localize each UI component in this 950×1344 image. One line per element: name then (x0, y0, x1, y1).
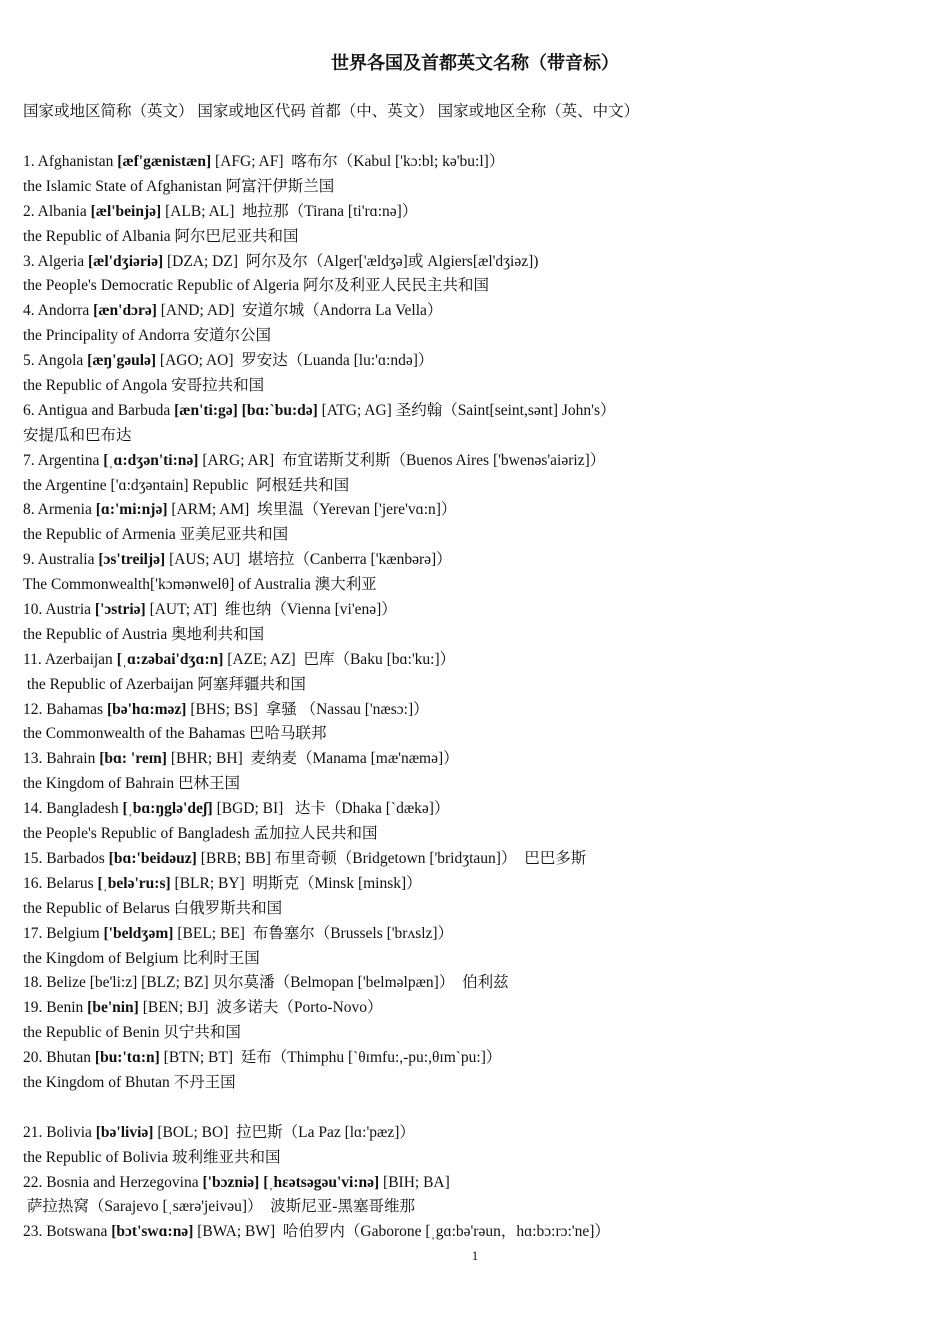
entry-full-name: the Principality of Andorra 安道尔公国 (23, 327, 271, 345)
entry-line (23, 150, 933, 175)
entry-phonetic: [ɔs'treiljə] (98, 551, 166, 569)
entry-line (23, 747, 933, 772)
entry-name: 14. Bangladesh (23, 800, 123, 818)
entry-line (23, 548, 933, 573)
entry-code-capital: [AFG; AF] 喀布尔（Kabul ['kɔ:bl; kə'bu:l]） (211, 153, 505, 170)
entry-name: 1. Afghanistan (23, 153, 118, 170)
entry-full-name: the Kingdom of Bahrain 巴林王国 (23, 775, 240, 793)
entry-code-capital: [ARM; AM] 埃里温（Yerevan ['jere'vɑ:n]） (167, 501, 457, 519)
entry-name: 20. Bhutan (23, 1049, 95, 1067)
entry-phonetic: [be'nin] (87, 999, 139, 1017)
entry-line (23, 847, 933, 872)
entry-name: 16. Belarus (23, 874, 98, 892)
entry-phonetic: [bɔt'swɑ:nə] (111, 1223, 194, 1241)
entry-name: 5. Angola (23, 352, 88, 370)
entry-full-name: the Republic of Bolivia 玻利维亚共和国 (23, 1148, 281, 1166)
entry-phonetic: ['beldʒəm] (103, 924, 174, 942)
entry-code-capital: [ALB; AL] 地拉那（Tirana [ti'rɑ:nə]） (161, 202, 418, 220)
entry-phonetic: [æŋ'gəulə] (87, 352, 157, 370)
entry-phonetic: ['bɔzniə] [ˌhεətsəgəu'vi:nə] (202, 1173, 380, 1191)
entry-phonetic: [æf'gænistæn] (117, 153, 212, 170)
entry-code-capital: [BWA; BW] 哈伯罗内（Gaborone [ˌgɑ:bə'rəun，hɑ:bɔ:rɔ:'ne]） (193, 1223, 610, 1241)
entry-full-name: the Kingdom of Belgium 比利时王国 (23, 949, 260, 967)
entry-name: 22. Bosnia and Herzegovina (23, 1173, 203, 1191)
column-header-line: 国家或地区简称（英文） 国家或地区代码 首都（中、英文） 国家或地区全称（英、中文） (23, 103, 640, 120)
entry-phonetic: [ˌbelə'ru:s] (97, 874, 171, 892)
entry-line (23, 399, 933, 424)
entry-full-name: the Republic of Armenia 亚美尼亚共和国 (23, 526, 289, 544)
entry-line (23, 349, 933, 374)
entry-phonetic: [æn'dɔrə] (93, 302, 157, 320)
entry-full-name: the Kingdom of Bhutan 不丹王国 (23, 1073, 236, 1091)
entry-phonetic: [æl'dʒiəriə] (88, 252, 164, 270)
entry-code-capital: [BEL; BE] 布鲁塞尔（Brussels ['brʌslz]） (173, 924, 454, 942)
entry-full-name: the People's Democratic Republic of Algeria 阿尔及利亚人民民主共和国 (23, 277, 489, 295)
entry-name: 12. Bahamas (23, 700, 107, 718)
entry-name: 3. Algeria (23, 252, 88, 270)
entry-line (23, 1171, 933, 1196)
entry-full-name: the Republic of Azerbaijan 阿塞拜疆共和国 (23, 675, 306, 693)
entry-code-capital: [BHS; BS] 拿骚 （Nassau ['næsɔ:]） (186, 700, 429, 718)
entry-full-name: the Republic of Angola 安哥拉共和国 (23, 377, 265, 395)
entry-code-capital: [BEN; BJ] 波多诺夫（Porto-Novo） (138, 999, 383, 1017)
entry-phonetic: [ˌbɑ:ŋglə'deʃ] (122, 800, 213, 818)
entry-full-name: the Argentine ['ɑ:dʒəntain] Republic 阿根廷共和国 (23, 476, 350, 494)
entry-code-capital: [AGO; AO] 罗安达（Luanda [lu:'ɑ:ndə]） (156, 352, 434, 370)
entry-code-capital: [AUS; AU] 堪培拉（Canberra ['kænbərə]） (165, 551, 452, 569)
entry-full-name: 萨拉热窝（Sarajevo [ˌsærə'jeivəu]） 波斯尼亚-黑塞哥维那 (23, 1198, 415, 1216)
entry-line (23, 299, 933, 324)
entry-name: 4. Andorra (23, 302, 94, 320)
entry-name: 11. Azerbaijan (23, 650, 117, 668)
entry-code-capital: [BTN; BT] 廷布（Thimphu [`θɪmfu:,-pu:,θɪm`pu:]） (159, 1049, 502, 1067)
entry-phonetic: ['ɔstriə] (94, 601, 146, 619)
entry-full-name: The Commonwealth['kɔmənwelθ] of Australia 澳大利亚 (23, 576, 377, 594)
entry-name: 23. Botswana (23, 1223, 112, 1241)
entry-name: 19. Benin (23, 999, 88, 1017)
entry-full-name: the Republic of Benin 贝宁共和国 (23, 1024, 241, 1042)
country-list (23, 150, 933, 1245)
entry-full-name: the Republic of Austria 奥地利共和国 (23, 625, 265, 643)
entry-code-capital: [AND; AD] 安道尔城（Andorra La Vella） (156, 302, 443, 320)
entry-name: 10. Austria (23, 601, 95, 619)
entry-code-capital: [AUT; AT] 维也纳（Vienna [vi'enə]） (145, 601, 397, 619)
entry-phonetic: [bɑ: 'reɪn] (99, 750, 167, 768)
entry-name: 21. Bolivia (23, 1123, 96, 1141)
entry-full-name: 安提瓜和巴布达 (23, 426, 132, 444)
entry-name: 7. Argentina (23, 451, 104, 469)
entry-line (23, 996, 933, 1021)
entry-line (23, 598, 933, 623)
entry-line (23, 1121, 933, 1146)
entry-line (23, 971, 933, 996)
entry-name: 18. Belize [be'li:z] [BLZ; BZ] 贝尔莫潘（Belmopan ['belməlpæn]） 伯利兹 (23, 974, 509, 992)
entry-full-name: the People's Republic of Bangladesh 孟加拉人民共和国 (23, 825, 378, 843)
entry-phonetic: [ɑ:'mi:njə] (95, 501, 168, 519)
entry-name: 9. Australia (23, 551, 99, 569)
page-number: 1 (471, 1248, 479, 1263)
entry-line (23, 1220, 933, 1245)
entry-code-capital: [DZA; DZ] 阿尔及尔（Alger['ældʒə]或 Algiers[æl'dʒiəz]) (163, 252, 539, 270)
entry-line (23, 872, 933, 897)
entry-code-capital: [BOL; BO] 拉巴斯（La Paz [lɑ:'pæz]） (153, 1123, 415, 1141)
entry-code-capital: [BRB; BB] 布里奇顿（Bridgetown ['bridʒtaun]） 巴巴多斯 (196, 849, 587, 867)
entry-full-name: the Commonwealth of the Bahamas 巴哈马联邦 (23, 725, 327, 743)
entry-line (23, 200, 933, 225)
entry-phonetic: [bɑ:'beidəuz] (108, 849, 197, 867)
entry-full-name: the Islamic State of Afghanistan 阿富汗伊斯兰国 (23, 177, 335, 195)
entry-name: 6. Antigua and Barbuda (23, 401, 175, 419)
entry-full-name: the Republic of Albania 阿尔巴尼亚共和国 (23, 227, 299, 245)
entry-code-capital: [ARG; AR] 布宜诺斯艾利斯（Buenos Aires ['bwenəs'aiəriz]） (198, 451, 606, 469)
entry-phonetic: [bu:'tɑ:n] (94, 1049, 160, 1067)
entry-line (23, 922, 933, 947)
entry-line (23, 648, 933, 673)
entry-name: 17. Belgium (23, 924, 104, 942)
entry-name: 15. Barbados (23, 849, 109, 867)
entry-code-capital: [BLR; BY] 明斯克（Minsk [minsk]） (170, 874, 422, 892)
entry-name: 13. Bahrain (23, 750, 100, 768)
entry-line (23, 698, 933, 723)
entry-line (23, 449, 933, 474)
blank-line (23, 1096, 933, 1121)
entry-name: 2. Albania (23, 202, 91, 220)
entry-line (23, 250, 933, 275)
document-title: 世界各国及首都英文名称（带音标） (331, 53, 619, 73)
entry-phonetic: [bə'liviə] (95, 1123, 154, 1141)
entry-phonetic: [æl'beinjə] (90, 202, 162, 220)
entry-code-capital: [AZE; AZ] 巴库（Baku [bɑ:'ku:]） (223, 650, 456, 668)
entry-phonetic: [æn'ti:gə] [bɑ:`bu:də] (174, 401, 318, 419)
entry-phonetic: [ˌɑ:dʒən'ti:nə] (103, 451, 199, 469)
entry-name: 8. Armenia (23, 501, 96, 519)
entry-code-capital: [BGD; BI] 达卡（Dhaka [`dækə]） (212, 800, 450, 818)
entry-phonetic: [bə'hɑ:məz] (106, 700, 187, 718)
entry-line (23, 797, 933, 822)
entry-code-capital: [BIH; BA] (379, 1173, 450, 1191)
entry-code-capital: [ATG; AG] 圣约翰（Saint[seint,sənt] John's） (317, 401, 616, 419)
entry-full-name: the Republic of Belarus 白俄罗斯共和国 (23, 899, 283, 917)
entry-line (23, 1046, 933, 1071)
entry-phonetic: [ˌɑ:zəbai'dʒɑ:n] (116, 650, 224, 668)
entry-line (23, 498, 933, 523)
entry-code-capital: [BHR; BH] 麦纳麦（Manama [mæ'næmə]） (166, 750, 459, 768)
